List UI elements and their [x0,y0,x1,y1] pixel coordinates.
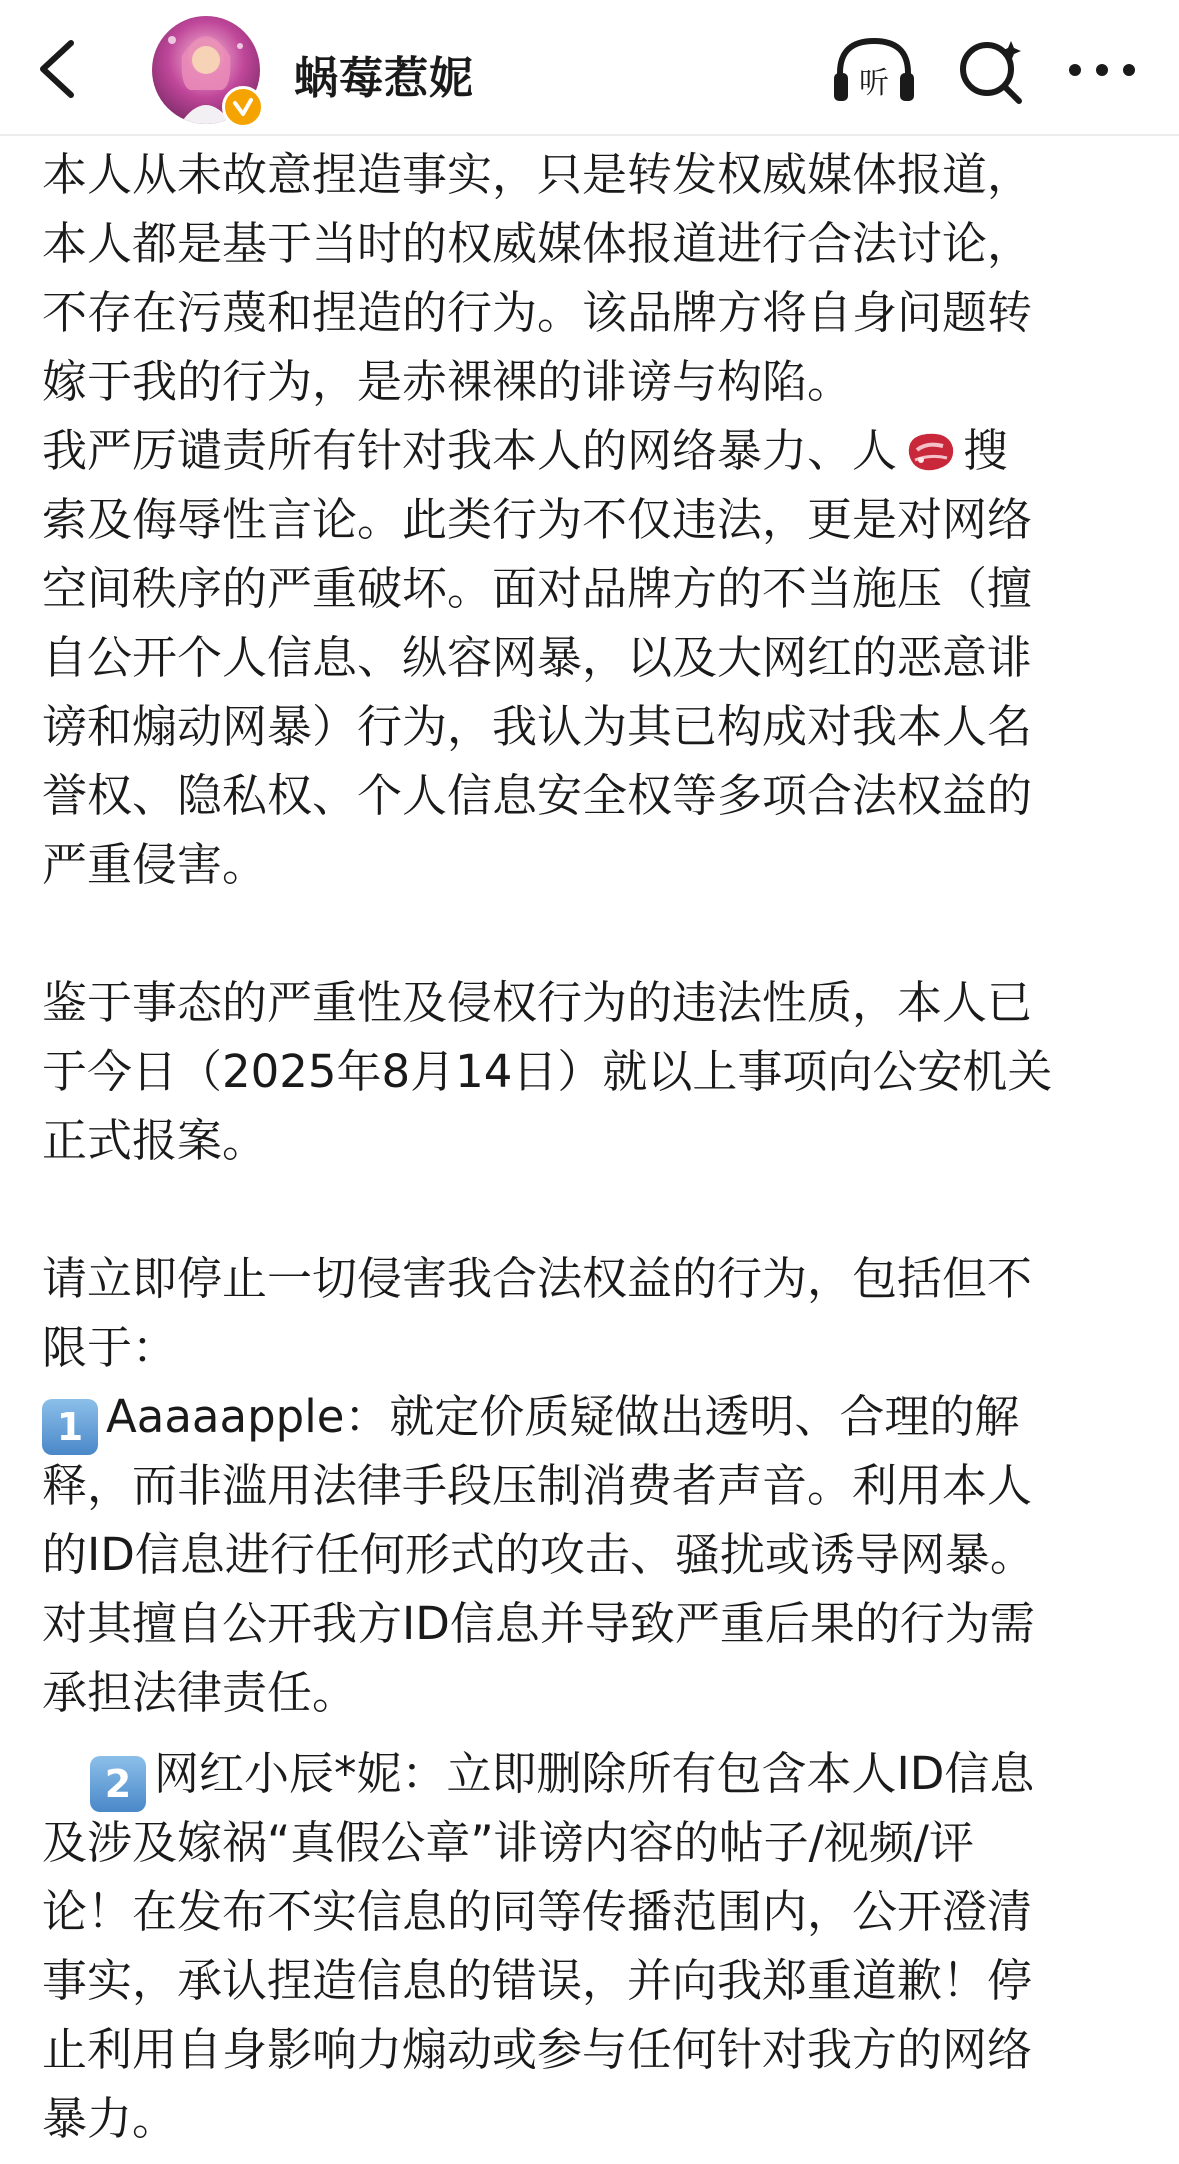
post-line: 事实，承认捏造信息的错误，并向我郑重道歉！停 [42,1954,1033,2007]
post-line: 承担法律责任。 [42,1666,358,1719]
post-line: 嫁于我的行为，是赤裸裸的诽谤与构陷。 [42,355,853,408]
list-item-text: 网红小辰*妮：立即删除所有包含本人ID信息 [154,1747,1035,1800]
post-line: 正式报案。 [42,1114,268,1167]
post-line: 限于： [42,1321,178,1374]
verified-icon [222,86,264,128]
post-line: 请立即停止一切侵害我合法权益的行为，包括但不 [42,1252,1033,1305]
post-line: 谤和煽动网暴）行为，我认为其已构成对我本人名 [42,700,1033,753]
post-line: 本人都是基于当时的权威媒体报道进行合法讨论， [42,217,1033,270]
more-icon [1067,60,1137,80]
headphones-icon [832,35,916,105]
number-badge-icon: 2 [90,1756,146,1812]
listen-label: 听 [859,66,889,101]
post-body [42,140,1152,2153]
back-button[interactable] [30,36,84,102]
number-badge-icon: 1 [42,1399,98,1455]
chevron-left-icon [37,39,77,99]
username[interactable]: 蜗莓惹妮 [294,53,474,104]
more-button[interactable] [1060,32,1144,108]
post-text: 搜 [963,424,1009,477]
search-icon [955,35,1025,105]
post-line: 索及侮辱性言论。此类行为不仅违法，更是对网络 [42,493,1033,546]
post-line: 自公开个人信息、纵容网暴，以及大网红的恶意诽 [42,631,1033,684]
post-line: 对其擅自公开我方ID信息并导致严重后果的行为需 [42,1597,1035,1650]
list-item [42,1739,1152,1808]
post-line: 释，而非滥用法律手段压制消费者声音。利用本人 [42,1459,1033,1512]
listen-button[interactable] [832,32,916,108]
post-line: 于今日（2025年8月14日）就以上事项向公安机关 [42,1045,1053,1098]
search-button[interactable] [948,32,1032,108]
top-bar [0,0,1179,136]
post-line: 严重侵害。 [42,838,268,891]
post-line: 暴力。 [42,2092,178,2145]
post-line: 止利用自身影响力煽动或参与任何针对我方的网络 [42,2023,1033,2076]
post-line: 誉权、隐私权、个人信息安全权等多项合法权益的 [42,769,1033,822]
list-item-text: Aaaaapple：就定价质疑做出透明、合理的解 [106,1390,1020,1443]
post-line: 论！在发布不实信息的同等传播范围内，公开澄清 [42,1885,1033,1938]
post-line: 鉴于事态的严重性及侵权行为的违法性质，本人已 [42,976,1033,1029]
list-item [42,1382,1152,1451]
paragraph-gap [42,1175,1152,1244]
post-line: 本人从未故意捏造事实，只是转发权威媒体报道， [42,148,1033,201]
post-line: 不存在污蔑和捏造的行为。该品牌方将自身问题转 [42,286,1033,339]
post-line [42,416,1152,485]
meat-emoji-icon [903,424,957,493]
post-line: 的ID信息进行任何形式的攻击、骚扰或诱导网暴。 [42,1528,1035,1581]
paragraph-gap [42,899,1152,968]
post-line: 及涉及嫁祸“真假公章”诽谤内容的帖子/视频/评 [42,1816,974,1869]
post-line: 空间秩序的严重破坏。面对品牌方的不当施压（擅 [42,562,1033,615]
post-text: 我严厉谴责所有针对我本人的网络暴力、人 [42,424,898,477]
